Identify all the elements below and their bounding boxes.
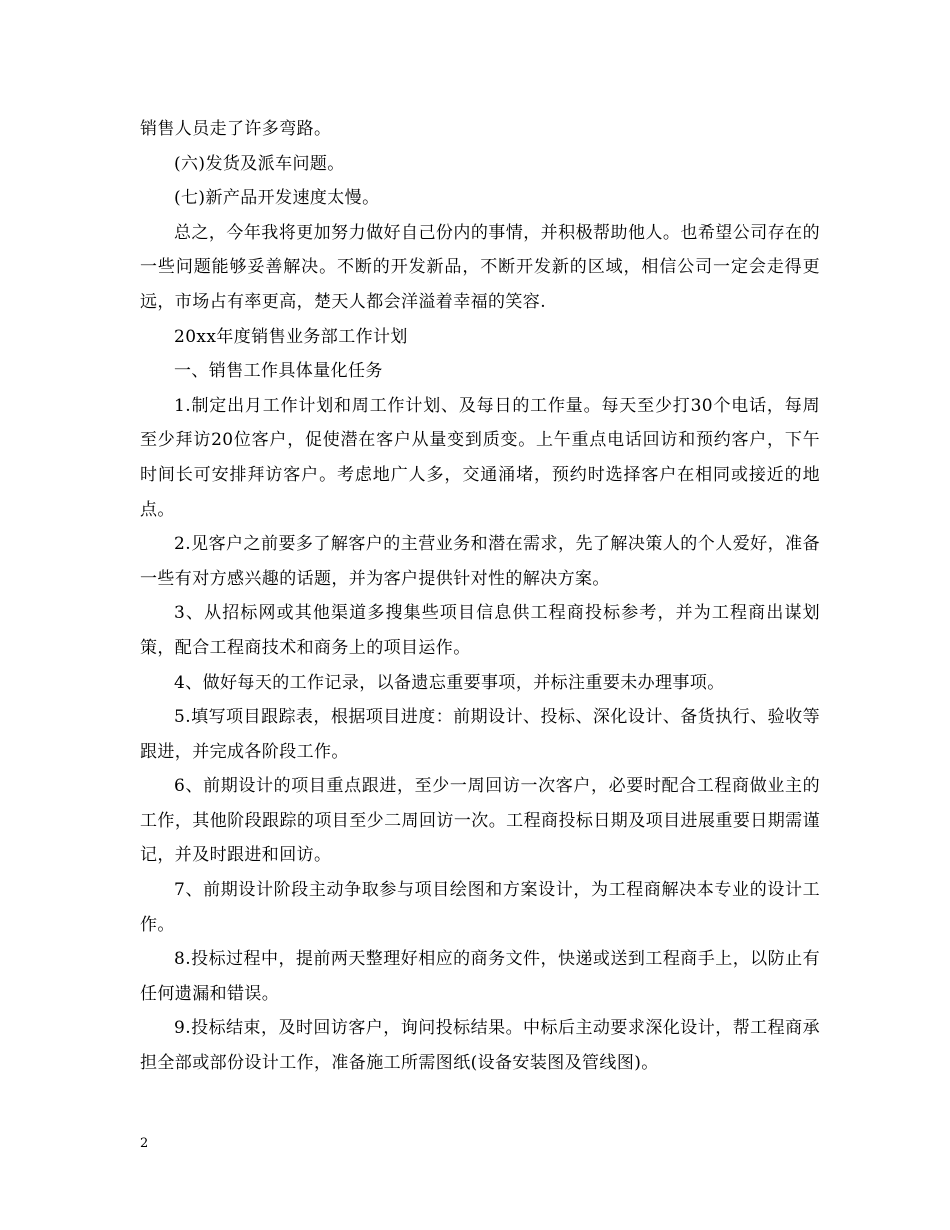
paragraph-1: (六)发货及派车问题。 (174, 153, 345, 174)
paragraph-3: 总之，今年我将更加努力做好自己份内的事情，并积极帮助他人。也希望公司存在的一些问题能够妥善解决。不断的开发新品，不断开发新的区域，相信公司一定会走得更远，市场占有率更高，楚天人都会洋溢着幸福的笑容. (140, 222, 820, 312)
paragraph-2: (七)新产品开发速度太慢。 (174, 188, 380, 209)
list-item-2: 2.见客户之前要多了解客户的主营业务和潜在需求，先了解决策人的个人爱好，准备一些有对方感兴趣的话题，并为客户提供针对性的解决方案。 (140, 534, 820, 589)
list-item-1: 1.制定出月工作计划和周工作计划、及每日的工作量。每天至少打30个电话，每周至少拜访20位客户，促使潜在客户从量变到质变。上午重点电话回访和预约客户，下午时间长可安排拜访客户。考虑地广人多，交通涌堵，预约时选择客户在相同或接近的地点。 (140, 395, 820, 520)
list-item-5: 5.填写项目跟踪表，根据项目进度：前期设计、投标、深化设计、备货执行、验收等跟进，并完成各阶段工作。 (140, 707, 820, 762)
list-item-4: 4、做好每天的工作记录，以备遗忘重要事项，并标注重要未办理事项。 (174, 672, 725, 693)
section-title: 20xx年度销售业务部工作计划 (174, 326, 408, 347)
list-item-3: 3、从招标网或其他渠道多搜集些项目信息供工程商投标参考，并为工程商出谋划策，配合工程商技术和商务上的项目运作。 (140, 603, 820, 658)
list-item-7: 7、前期设计阶段主动争取参与项目绘图和方案设计，为工程商解决本专业的设计工作。 (140, 880, 820, 935)
list-item-9: 9.投标结束，及时回访客户，询问投标结果。中标后主动要求深化设计，帮工程商承担全部或部份设计工作，准备施工所需图纸(设备安装图及管线图)。 (140, 1018, 820, 1074)
document-body (140, 112, 820, 1081)
paragraph-0: 销售人员走了许多弯路。 (140, 119, 332, 139)
subsection-heading: 一、销售工作具体量化任务 (174, 361, 383, 382)
list-item-8: 8.投标过程中，提前两天整理好相应的商务文件，快递或送到工程商手上，以防止有任何遗漏和错误。 (140, 949, 820, 1004)
page-number: 2 (140, 1136, 149, 1151)
list-item-6: 6、前期设计的项目重点跟进，至少一周回访一次客户，必要时配合工程商做业主的工作，其他阶段跟踪的项目至少二周回访一次。工程商投标日期及项目进展重要日期需谨记，并及时跟进和回访。 (140, 776, 820, 866)
